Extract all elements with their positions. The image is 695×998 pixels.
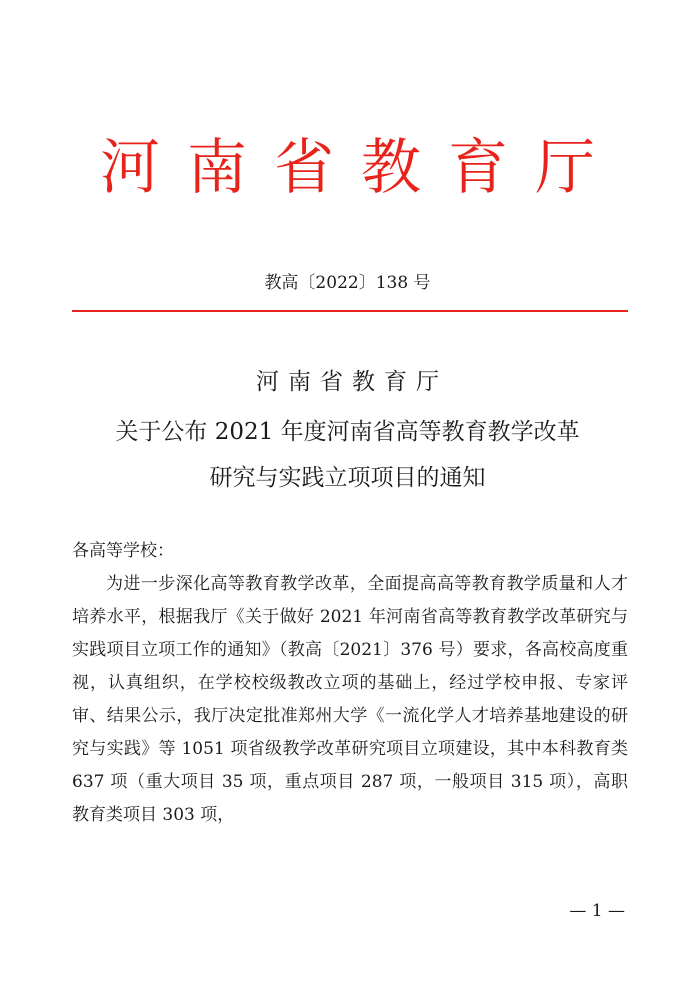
letterhead-title: 河南省教育厅 [100, 133, 622, 203]
document-number: 教高〔2022〕138 号 [264, 273, 431, 293]
notice-title-line-2: 关于公布 2021 年度河南省高等教育教学改革 [115, 419, 580, 445]
salutation: 各高等学校： [72, 541, 174, 561]
notice-title-line-3: 研究与实践立项项目的通知 [209, 465, 486, 491]
body-paragraph: 为进一步深化高等教育教学改革，全面提高高等教育教学质量和人才培养水平，根据我厅《关于做好 2021 年河南省高等教育教学改革研究与实践项目立项工作的通知》（教高〔2021〕376 号）要求，各高校高度重视，认真组织，在学校校级教改立项的基础上，经过学校申报、专家评审、结果公示，我厅决定批准郑州大学《一流化学人才培养基地建设的研究与实践》等 1051 项省级教学改革研究项目立项建设，其中本科教育类 637 项（重大项目 35 项，重点项目 287 项，一般项目 315 项），高职教育类项目 303 项， [72, 574, 628, 825]
red-divider-line [72, 310, 628, 312]
page-number: — 1 — [569, 901, 625, 921]
notice-title-issuer: 河南省教育厅 [256, 369, 448, 395]
